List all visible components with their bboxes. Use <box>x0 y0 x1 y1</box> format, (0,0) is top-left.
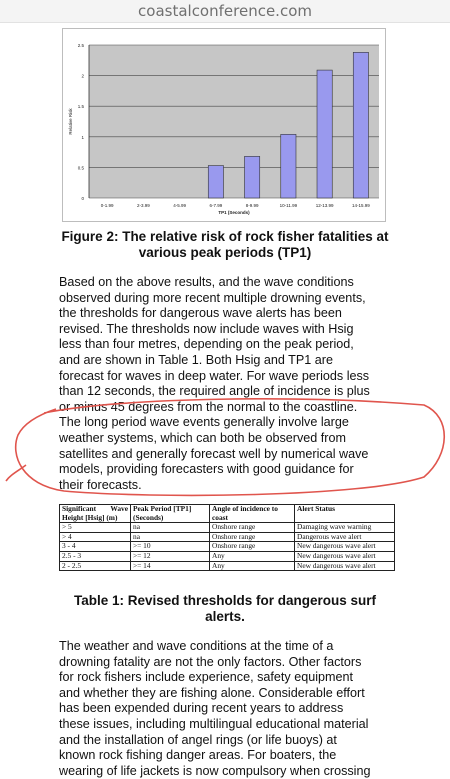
paragraph-line: drowning fatality are not the only factors. Other factors <box>59 654 362 669</box>
y-axis-label: Relative Risk <box>68 108 73 135</box>
paragraph-line: models, providing forecasters with good guidance for <box>59 462 354 477</box>
table-caption <box>40 593 410 625</box>
cell-status: Damaging wave warning <box>295 523 395 533</box>
relative-risk-bar-chart <box>63 29 385 221</box>
header-angle-of-incidence <box>210 505 295 523</box>
cell-period: na <box>131 532 210 542</box>
cell-period: na <box>131 523 210 533</box>
bar-12-13.99 <box>317 70 332 198</box>
x-tick-label: 10-11.99 <box>279 203 298 208</box>
paragraph-line: and whether they are fishing alone. Considerable effort <box>59 685 365 700</box>
header-text: (Seconds) <box>133 512 164 522</box>
paragraph-other-factors <box>59 639 397 779</box>
paragraph-line: than 12 seconds, the required angle of incidence is plus <box>59 384 370 399</box>
url-text: coastalconference.com <box>138 2 312 20</box>
y-tick-label: 2.5 <box>77 43 84 48</box>
header-text: Height [Hsig] (m) <box>62 512 118 522</box>
header-significant-wave-height <box>60 505 131 523</box>
x-tick-label: 4-5.99 <box>173 203 187 208</box>
header-text: Significant <box>62 504 97 513</box>
table-header-row <box>60 505 395 523</box>
y-tick-label: 2 <box>81 73 84 79</box>
paragraph-line: The long period wave events generally involve large <box>59 415 349 430</box>
paragraph-line: The weather and wave conditions at the time of a <box>59 639 334 653</box>
bar-10-11.99 <box>281 134 296 198</box>
cell-status: New dangerous wave alert <box>295 551 395 561</box>
paragraph-line: and are shown in Table 1. Both Hsig and TP1 are <box>59 352 333 367</box>
paragraph-line: for rock fishers include experience, safety equipment <box>59 670 354 685</box>
figure-caption-line-2: various peak periods (TP1) <box>138 245 312 260</box>
cell-height: 2.5 - 3 <box>60 551 131 561</box>
cell-height: > 5 <box>60 523 131 533</box>
cell-angle: Onshore range <box>210 542 295 552</box>
browser-url-bar[interactable] <box>0 0 450 23</box>
cell-height: > 4 <box>60 532 131 542</box>
paragraph-line: wearing of life jackets is now compulsory when crossing <box>59 763 371 778</box>
x-tick-label: 0-1.99 <box>100 203 114 208</box>
paragraph-line: their forecasts. <box>59 477 142 492</box>
x-tick-label: 6-7.99 <box>209 203 223 208</box>
table-row <box>60 551 395 561</box>
paragraph-line: satellites and generally forecast well by numerical wave <box>59 446 369 461</box>
bar-14-15.99 <box>353 52 368 198</box>
y-tick-label: 1.5 <box>77 104 84 110</box>
cell-height: 2 - 2.5 <box>60 561 131 571</box>
cell-angle: Onshore range <box>210 523 295 533</box>
cell-period: >= 14 <box>131 561 210 571</box>
table-row <box>60 532 395 542</box>
figure-caption <box>40 229 410 261</box>
x-tick-label: 12-13.99 <box>315 203 334 208</box>
plot-area <box>89 45 379 198</box>
table-row <box>60 561 395 571</box>
bar-8-9.99 <box>245 156 260 198</box>
bar-6-7.99 <box>208 166 223 198</box>
cell-angle: Any <box>210 551 295 561</box>
header-text: Angle of incidence to <box>212 504 278 513</box>
cell-period: >= 12 <box>131 551 210 561</box>
x-tick-label: 14-15.99 <box>351 203 370 208</box>
paragraph-thresholds <box>59 275 397 493</box>
header-alert-status <box>295 505 395 523</box>
x-tick-label: 2-3.99 <box>136 203 150 208</box>
cell-status: New dangerous wave alert <box>295 561 395 571</box>
header-text: Wave <box>110 504 128 513</box>
y-tick-label: 1 <box>81 134 84 140</box>
x-axis-label: TP1 (Seconds) <box>218 210 250 215</box>
figure-caption-line-1: Figure 2: The relative risk of rock fisher fatalities at <box>61 229 389 244</box>
table-row <box>60 542 395 552</box>
y-tick-label: 0 <box>81 196 84 201</box>
x-tick-label: 8-9.99 <box>245 203 259 208</box>
paragraph-line: known rock fishing danger areas. For boaters, the <box>59 748 337 763</box>
cell-angle: Onshore range <box>210 532 295 542</box>
paragraph-line: has been expended during recent years to address <box>59 701 344 716</box>
table-caption-line-2: alerts. <box>205 609 245 624</box>
cell-height: 3 - 4 <box>60 542 131 552</box>
revised-thresholds-table <box>59 504 395 571</box>
paragraph-line: less than four metres, depending on the peak period, <box>59 337 354 352</box>
header-text: Peak Period [TP1] <box>133 504 192 513</box>
table-caption-line-1: Table 1: Revised thresholds for dangerous surf <box>73 593 377 608</box>
paragraph-line: and the installation of angel rings (or life buoys) at <box>59 732 337 747</box>
paragraph-line: weather systems, which can both be observed from <box>59 430 346 445</box>
header-peak-period <box>131 505 210 523</box>
figure-2-chart <box>62 28 386 222</box>
paragraph-line: revised. The thresholds now include waves with Hsig <box>59 321 354 336</box>
paragraph-line: these issues, including multilingual educational material <box>59 716 369 731</box>
y-tick-label: 0.5 <box>77 165 84 171</box>
paragraph-line: observed during more recent multiple drowning events, <box>59 290 366 305</box>
paragraph-line: Based on the above results, and the wave conditions <box>59 275 354 289</box>
header-text: coast <box>212 512 229 522</box>
paragraph-line: the thresholds for dangerous wave alerts has been <box>59 306 342 321</box>
paragraph-line: forecast for waves in deep water. For wave periods less <box>59 368 370 383</box>
table-row <box>60 523 395 533</box>
cell-period: >= 10 <box>131 542 210 552</box>
cell-status: New dangerous wave alert <box>295 542 395 552</box>
header-text: Alert Status <box>297 504 335 513</box>
cell-status: Dangerous wave alert <box>295 532 395 542</box>
paragraph-line: or minus 45 degrees from the normal to the coastline. <box>59 399 358 414</box>
cell-angle: Any <box>210 561 295 571</box>
